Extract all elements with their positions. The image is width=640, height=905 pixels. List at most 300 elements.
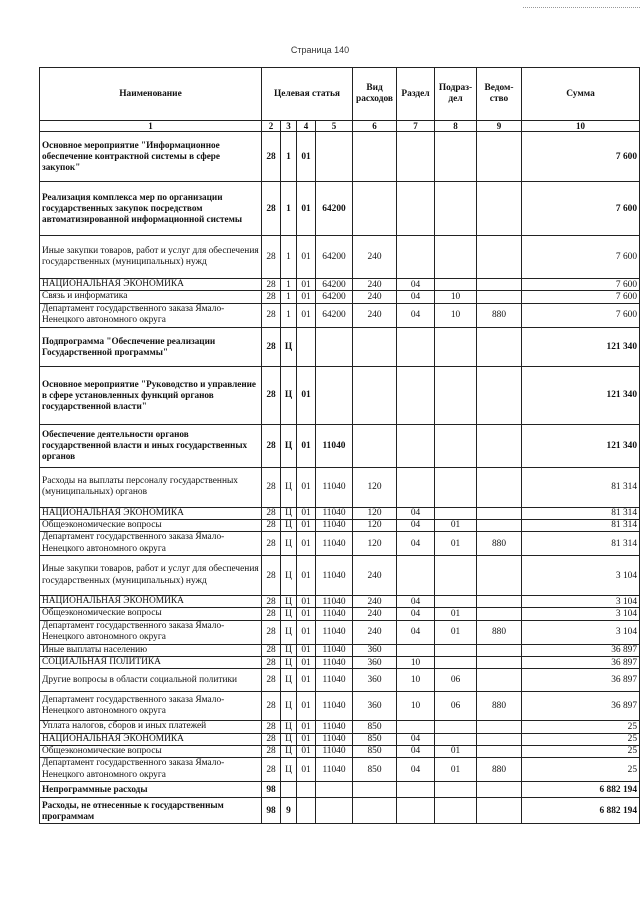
cell-code-part-4: 11040 [316,532,353,556]
cell-name: Иные закупки товаров, работ и услуг для обеспечения государственных (муниципальных) нужд [40,236,262,279]
cell-expense-type: 120 [353,519,397,531]
header-sum: Сумма [522,68,640,121]
table-row [40,596,640,608]
cell-sum: 121 340 [522,424,640,467]
cell-section: 04 [397,745,435,757]
cell-subsection [435,467,477,507]
cell-code-part-2: Ц [281,656,297,668]
column-number: 6 [353,121,397,132]
cell-name: Общеэкономические вопросы [40,519,262,531]
table-row [40,366,640,424]
cell-expense-type: 360 [353,656,397,668]
column-number: 2 [262,121,281,132]
cell-code-part-4 [316,798,353,824]
table-row [40,782,640,798]
cell-name: Уплата налогов, сборов и иных платежей [40,721,262,733]
cell-department: 880 [477,758,522,782]
cell-department: 880 [477,692,522,721]
cell-code-part-3: 01 [297,303,316,327]
cell-name: Основное мероприятие "Руководство и управление в сфере установленных функций органов государственной власти" [40,366,262,424]
cell-department [477,327,522,366]
cell-subsection: 10 [435,303,477,327]
cell-name: Расходы на выплаты персоналу государственных (муниципальных) органов [40,467,262,507]
cell-code-part-3: 01 [297,182,316,236]
table-row [40,279,640,291]
table-row [40,669,640,692]
cell-code-part-3: 01 [297,556,316,596]
header-expense-type: Вид расходов [353,68,397,121]
cell-department [477,507,522,519]
cell-subsection: 01 [435,519,477,531]
cell-name: Расходы, не отнесенные к государственным программам [40,798,262,824]
cell-name: НАЦИОНАЛЬНАЯ ЭКОНОМИКА [40,596,262,608]
cell-code-part-1: 28 [262,608,281,620]
column-number: 4 [297,121,316,132]
cell-section [397,644,435,656]
cell-expense-type [353,366,397,424]
table-row [40,507,640,519]
cell-expense-type [353,424,397,467]
cell-expense-type: 240 [353,291,397,303]
cell-department [477,669,522,692]
cell-code-part-4: 64200 [316,291,353,303]
cell-section [397,721,435,733]
cell-subsection [435,236,477,279]
cell-code-part-4: 11040 [316,721,353,733]
cell-code-part-1: 28 [262,366,281,424]
cell-subsection [435,596,477,608]
cell-sum: 25 [522,758,640,782]
cell-department [477,424,522,467]
cell-code-part-2: Ц [281,669,297,692]
cell-code-part-3: 01 [297,132,316,182]
cell-code-part-3 [297,782,316,798]
cell-expense-type: 240 [353,596,397,608]
column-number: 9 [477,121,522,132]
cell-expense-type [353,782,397,798]
table-row [40,556,640,596]
column-number: 3 [281,121,297,132]
cell-name: Общеэкономические вопросы [40,745,262,757]
cell-code-part-1: 28 [262,236,281,279]
cell-department [477,291,522,303]
cell-sum: 25 [522,721,640,733]
cell-section: 04 [397,519,435,531]
cell-expense-type: 240 [353,236,397,279]
cell-expense-type: 240 [353,608,397,620]
cell-code-part-3: 01 [297,745,316,757]
table-row [40,620,640,644]
table-row [40,132,640,182]
cell-code-part-4 [316,132,353,182]
cell-section [397,366,435,424]
cell-department [477,644,522,656]
cell-code-part-1: 28 [262,733,281,745]
cell-code-part-2: Ц [281,721,297,733]
cell-section [397,182,435,236]
cell-section: 04 [397,733,435,745]
cell-code-part-1: 98 [262,782,281,798]
cell-sum: 121 340 [522,366,640,424]
table-row [40,733,640,745]
header-department: Ведом-ство [477,68,522,121]
cell-code-part-2: Ц [281,745,297,757]
cell-name: Другие вопросы в области социальной политики [40,669,262,692]
cell-code-part-3: 01 [297,758,316,782]
table-row [40,467,640,507]
cell-code-part-2: Ц [281,733,297,745]
cell-code-part-2: 1 [281,132,297,182]
cell-code-part-2 [281,782,297,798]
cell-section: 04 [397,532,435,556]
cell-code-part-3: 01 [297,721,316,733]
table-row [40,236,640,279]
cell-code-part-2: 1 [281,291,297,303]
table-row [40,745,640,757]
cell-sum: 81 314 [522,467,640,507]
cell-code-part-3: 01 [297,279,316,291]
cell-section: 10 [397,669,435,692]
cell-code-part-1: 28 [262,669,281,692]
cell-code-part-4: 11040 [316,758,353,782]
header-name: Наименование [40,68,262,121]
cell-code-part-2: Ц [281,596,297,608]
cell-code-part-4: 11040 [316,596,353,608]
cell-subsection [435,656,477,668]
cell-sum: 6 882 194 [522,798,640,824]
cell-department [477,366,522,424]
cell-name: Подпрограмма "Обеспечение реализации Государственной программы" [40,327,262,366]
cell-department [477,596,522,608]
cell-expense-type: 120 [353,467,397,507]
cell-code-part-4: 11040 [316,745,353,757]
cell-sum: 3 104 [522,620,640,644]
cell-code-part-4: 11040 [316,692,353,721]
cell-code-part-1: 28 [262,758,281,782]
cell-code-part-3: 01 [297,692,316,721]
cell-subsection: 01 [435,758,477,782]
column-number: 8 [435,121,477,132]
cell-code-part-2: Ц [281,327,297,366]
scan-edge-mark [523,0,640,8]
cell-code-part-1: 28 [262,596,281,608]
cell-subsection [435,366,477,424]
cell-code-part-1: 28 [262,303,281,327]
cell-department: 880 [477,620,522,644]
cell-section: 04 [397,303,435,327]
cell-section [397,132,435,182]
cell-name: НАЦИОНАЛЬНАЯ ЭКОНОМИКА [40,279,262,291]
cell-code-part-2: Ц [281,467,297,507]
cell-name: Департамент государственного заказа Ямало-Ненецкого автономного округа [40,758,262,782]
cell-code-part-4: 11040 [316,644,353,656]
cell-section: 04 [397,608,435,620]
cell-department [477,745,522,757]
budget-table [39,67,640,824]
cell-subsection: 10 [435,291,477,303]
cell-section: 04 [397,279,435,291]
table-row [40,532,640,556]
cell-code-part-4 [316,366,353,424]
cell-department [477,656,522,668]
cell-sum: 7 600 [522,303,640,327]
cell-section: 10 [397,692,435,721]
cell-code-part-1: 28 [262,424,281,467]
cell-department [477,519,522,531]
cell-department [477,721,522,733]
cell-expense-type: 850 [353,758,397,782]
cell-name: Иные выплаты населению [40,644,262,656]
cell-department: 880 [477,303,522,327]
cell-section [397,798,435,824]
cell-code-part-3: 01 [297,596,316,608]
cell-code-part-2: Ц [281,366,297,424]
cell-code-part-1: 28 [262,467,281,507]
cell-code-part-3: 01 [297,620,316,644]
cell-expense-type [353,132,397,182]
cell-expense-type [353,182,397,236]
table-row [40,798,640,824]
cell-code-part-3: 01 [297,656,316,668]
cell-code-part-2: 1 [281,279,297,291]
table-row [40,424,640,467]
cell-subsection [435,424,477,467]
cell-code-part-1: 28 [262,644,281,656]
cell-section: 04 [397,758,435,782]
cell-code-part-3: 01 [297,519,316,531]
cell-code-part-3: 01 [297,733,316,745]
cell-sum: 25 [522,745,640,757]
cell-section [397,782,435,798]
cell-sum: 3 104 [522,596,640,608]
cell-sum: 81 314 [522,507,640,519]
cell-code-part-2: Ц [281,532,297,556]
cell-section: 10 [397,656,435,668]
cell-code-part-2: Ц [281,608,297,620]
cell-code-part-3: 01 [297,507,316,519]
header-target-article: Целевая статья [262,68,353,121]
cell-code-part-4: 64200 [316,279,353,291]
cell-sum: 36 897 [522,656,640,668]
cell-code-part-3: 01 [297,644,316,656]
cell-subsection: 01 [435,620,477,644]
table-row [40,721,640,733]
cell-expense-type: 120 [353,507,397,519]
cell-subsection: 06 [435,692,477,721]
cell-code-part-4: 64200 [316,182,353,236]
cell-code-part-1: 28 [262,132,281,182]
column-number: 5 [316,121,353,132]
cell-subsection [435,182,477,236]
cell-subsection [435,279,477,291]
cell-code-part-2: Ц [281,758,297,782]
cell-name: Общеэкономические вопросы [40,608,262,620]
cell-subsection: 01 [435,608,477,620]
cell-section: 04 [397,291,435,303]
cell-section: 04 [397,507,435,519]
cell-subsection [435,644,477,656]
table-row [40,519,640,531]
cell-code-part-4: 11040 [316,519,353,531]
cell-code-part-2: Ц [281,692,297,721]
cell-expense-type: 120 [353,532,397,556]
cell-code-part-1: 28 [262,291,281,303]
cell-department [477,132,522,182]
cell-sum: 25 [522,733,640,745]
cell-code-part-1: 28 [262,519,281,531]
table-row [40,692,640,721]
cell-department [477,798,522,824]
cell-sum: 7 600 [522,291,640,303]
cell-code-part-3 [297,798,316,824]
cell-name: Департамент государственного заказа Ямало-Ненецкого автономного округа [40,620,262,644]
cell-name: Непрограммные расходы [40,782,262,798]
cell-sum: 36 897 [522,669,640,692]
table-row [40,758,640,782]
cell-name: Департамент государственного заказа Ямало-Ненецкого автономного округа [40,303,262,327]
cell-name: Обеспечение деятельности органов государственной власти и иных государственных органов [40,424,262,467]
page-label: Страница 140 [290,45,350,55]
table-row [40,291,640,303]
cell-name: Основное мероприятие "Информационное обеспечение контрактной системы в сфере закупок" [40,132,262,182]
cell-code-part-4: 64200 [316,236,353,279]
cell-subsection [435,721,477,733]
cell-code-part-2: Ц [281,620,297,644]
cell-code-part-1: 28 [262,507,281,519]
cell-department [477,467,522,507]
header-section: Раздел [397,68,435,121]
cell-expense-type [353,798,397,824]
cell-name: Департамент государственного заказа Ямало-Ненецкого автономного округа [40,532,262,556]
cell-section: 04 [397,596,435,608]
cell-code-part-3: 01 [297,669,316,692]
cell-code-part-2: 1 [281,182,297,236]
cell-name: СОЦИАЛЬНАЯ ПОЛИТИКА [40,656,262,668]
cell-subsection: 01 [435,532,477,556]
cell-code-part-2: Ц [281,424,297,467]
cell-code-part-3 [297,327,316,366]
cell-subsection: 06 [435,669,477,692]
cell-name: Реализация комплекса мер по организации государственных закупок посредством автоматизированной информационной системы [40,182,262,236]
cell-code-part-1: 28 [262,327,281,366]
cell-code-part-4: 11040 [316,669,353,692]
cell-code-part-3: 01 [297,608,316,620]
cell-department [477,556,522,596]
cell-section [397,556,435,596]
cell-name: Иные закупки товаров, работ и услуг для обеспечения государственных (муниципальных) нужд [40,556,262,596]
cell-department: 880 [477,532,522,556]
cell-code-part-1: 98 [262,798,281,824]
cell-department [477,733,522,745]
cell-name: Департамент государственного заказа Ямало-Ненецкого автономного округа [40,692,262,721]
cell-code-part-3: 01 [297,467,316,507]
table-row [40,608,640,620]
table-row [40,656,640,668]
cell-code-part-1: 28 [262,556,281,596]
header-subsection: Подраз-дел [435,68,477,121]
table-row [40,303,640,327]
table-row [40,327,640,366]
cell-department [477,608,522,620]
cell-code-part-4: 11040 [316,608,353,620]
cell-code-part-4: 11040 [316,424,353,467]
cell-department [477,782,522,798]
cell-sum: 3 104 [522,608,640,620]
cell-department [477,279,522,291]
cell-subsection [435,556,477,596]
cell-expense-type: 360 [353,644,397,656]
cell-expense-type: 240 [353,303,397,327]
cell-expense-type: 850 [353,733,397,745]
cell-code-part-1: 28 [262,692,281,721]
cell-code-part-4: 64200 [316,303,353,327]
cell-department [477,236,522,279]
cell-subsection [435,507,477,519]
cell-sum: 7 600 [522,132,640,182]
cell-section [397,467,435,507]
column-number: 7 [397,121,435,132]
cell-code-part-3: 01 [297,291,316,303]
cell-section [397,236,435,279]
cell-name: НАЦИОНАЛЬНАЯ ЭКОНОМИКА [40,507,262,519]
table-row [40,182,640,236]
cell-subsection: 01 [435,745,477,757]
cell-code-part-3: 01 [297,236,316,279]
cell-sum: 7 600 [522,182,640,236]
cell-code-part-4: 11040 [316,556,353,596]
cell-sum: 7 600 [522,279,640,291]
cell-code-part-4 [316,782,353,798]
cell-code-part-2: Ц [281,556,297,596]
cell-sum: 81 314 [522,532,640,556]
cell-code-part-3: 01 [297,532,316,556]
cell-sum: 121 340 [522,327,640,366]
cell-expense-type: 240 [353,620,397,644]
cell-sum: 7 600 [522,236,640,279]
cell-code-part-1: 28 [262,745,281,757]
cell-code-part-1: 28 [262,656,281,668]
cell-code-part-2: Ц [281,644,297,656]
cell-department [477,182,522,236]
cell-expense-type: 850 [353,745,397,757]
cell-expense-type: 360 [353,669,397,692]
cell-code-part-4: 11040 [316,656,353,668]
cell-expense-type [353,327,397,366]
cell-name: НАЦИОНАЛЬНАЯ ЭКОНОМИКА [40,733,262,745]
cell-subsection [435,132,477,182]
cell-code-part-1: 28 [262,279,281,291]
cell-subsection [435,798,477,824]
cell-expense-type: 240 [353,279,397,291]
cell-code-part-4: 11040 [316,467,353,507]
cell-code-part-3: 01 [297,366,316,424]
cell-code-part-2: 9 [281,798,297,824]
column-number: 1 [40,121,262,132]
cell-code-part-4: 11040 [316,733,353,745]
cell-subsection [435,327,477,366]
cell-expense-type: 850 [353,721,397,733]
cell-code-part-2: Ц [281,507,297,519]
cell-code-part-1: 28 [262,620,281,644]
column-number: 10 [522,121,640,132]
cell-code-part-2: 1 [281,236,297,279]
cell-code-part-3: 01 [297,424,316,467]
cell-code-part-1: 28 [262,532,281,556]
cell-sum: 81 314 [522,519,640,531]
cell-name: Связь и информатика [40,291,262,303]
cell-section: 04 [397,620,435,644]
cell-code-part-2: 1 [281,303,297,327]
